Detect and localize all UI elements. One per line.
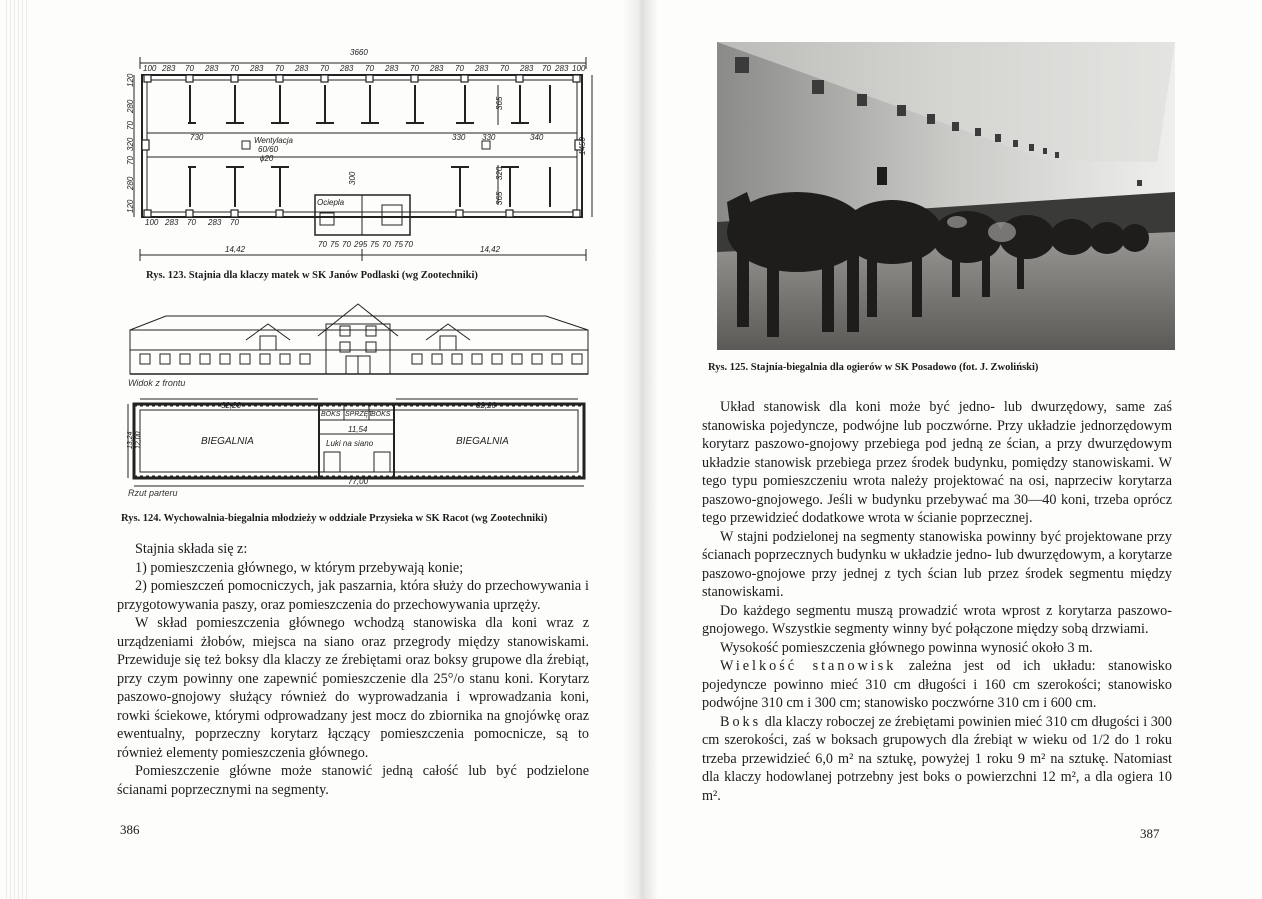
fig123-top-dim: 70 — [365, 64, 374, 73]
fig124-plan — [126, 394, 596, 490]
fig123-bottom-dim: 70 — [230, 218, 239, 227]
fig123-dim-730: 730 — [190, 133, 204, 142]
spaced-lead: Wielkość stanowisk — [720, 658, 897, 674]
fig123-top-dim: 283 — [250, 64, 264, 73]
fig124-plan-label: Rzut parteru — [128, 488, 178, 498]
fig124-hall-right: BIEGALNIA — [456, 436, 509, 447]
paragraph-box-size — [702, 713, 1172, 806]
fig123-heating-label: Ociepla — [317, 198, 345, 207]
fig123-center-dim: 75 — [330, 240, 339, 249]
fig124-dim-bottom: 77,00 — [348, 477, 369, 486]
fig125-photo — [717, 42, 1175, 350]
fig123-center-dim: 70 — [318, 240, 327, 249]
fig123-pipe-label: ϕ20 — [260, 154, 274, 163]
fig123-left-dim: 280 — [126, 99, 135, 113]
fig123-top-dim: 283 — [295, 64, 309, 73]
fig123-bottom-dim: 283 — [208, 218, 222, 227]
fig123-side-dim: 365 — [495, 191, 504, 205]
fig124-dim-side: 12,00 — [135, 431, 142, 449]
fig124-hay-label: Luki na siano — [326, 439, 374, 448]
fig123-left-dim: 120 — [126, 199, 135, 213]
fig124-front-label: Widok z frontu — [128, 378, 186, 388]
fig123-top-dim: 70 — [410, 64, 419, 73]
fig124-dim-center: 11,54 — [348, 425, 368, 434]
paragraph: Wysokość pomieszczenia głównego powinna wynosić około 3 m. — [720, 639, 1093, 656]
fig123-top-dim: 70 — [185, 64, 194, 73]
fig123-top-dim: 70 — [542, 64, 551, 73]
fig123-side-dim: 300 — [348, 171, 357, 185]
fig123-caption: Rys. 123. Stajnia dla klaczy matek w SK Janów Podlaski (wg Zootechniki) — [146, 270, 478, 281]
fig123-floor-plan — [126, 45, 600, 265]
fig123-dim-1450: 1450 — [578, 137, 587, 155]
fig123-center-dim: 75 — [370, 240, 379, 249]
paragraph-rest: dla klaczy roboczej ze źrebiętami powinien mieć 310 cm długości i 300 cm szerokości, zaś w boksach grupowych dla źrebiąt w wieku od 1/2 do 1 roku trzeba przewidzieć 6,0 m² na sztukę, powyżej 1 roku 9 m² na sztukę. Natomiast dla klaczy hodowlanej potrzebny jest boks o powierzchni 12 m², a dla ogiera 10 m². — [702, 713, 1172, 804]
fig124-elevation — [126, 300, 596, 385]
fig123-left-dim: 120 — [126, 73, 135, 87]
fig124-caption: Rys. 124. Wychowalnia-biegalnia młodzieży w oddziale Przysieka w SK Racot (wg Zootechniki) — [121, 513, 548, 524]
fig123-left-dim: 280 — [126, 176, 135, 190]
fig123-dim-330b: 330 — [482, 133, 496, 142]
fig123-left-dim: 70 — [126, 156, 135, 165]
fig124-equipment-label: SPRZĘT — [345, 411, 373, 418]
fig125-caption: Rys. 125. Stajnia-biegalnia dla ogierów w SK Posadowo (fot. J. Zwoliński) — [708, 362, 1039, 373]
fig123-top-dim: 283 — [520, 64, 534, 73]
fig123-center-dim: 70 — [382, 240, 391, 249]
fig123-top-dim: 283 — [340, 64, 354, 73]
paragraph: Stajnia składa się z: — [135, 541, 248, 557]
fig123-top-dim: 70 — [230, 64, 239, 73]
paragraph: Do każdego segmentu muszą prowadzić wrota wprost z korytarza paszowo-gnojowego. Wszystkie segmenty winny być połączone między sobą drzwiami. — [702, 602, 1172, 637]
spaced-lead: Boks — [720, 713, 762, 730]
fig123-side-dim: 320 — [495, 166, 504, 180]
fig123-bottom-dim: 70 — [187, 218, 196, 227]
paragraph: W skład pomieszczenia głównego wchodzą stanowiska dla koni wraz z urządzeniami żłobów, miejsca na siano oraz przegrody między stanowiskami. Przewiduje się też boksy dla klaczy ze źrebiętami oraz boksy grupowe dla źrebiąt, przy czym powinny one zapewnić pomieszczenie dla 25°/o stanu koni. Korytarz paszowo-gnojowy służący również do wyprowadzania i wprowadzania koni, rowki ściekowe, którymi odprowadzany jest mocz do zbiornika na gnojówkę oraz ewentualny, poprzeczny korytarz łączący pomieszczenia pomocnicze, są to również elementy pomieszczenia głównego. — [117, 615, 589, 761]
fig123-ventilation-size: 60/60 — [258, 145, 279, 154]
fig123-top-dim: 70 — [500, 64, 509, 73]
fig123-dim-340: 340 — [530, 133, 544, 142]
fig123-top-dim: 100 — [143, 64, 157, 73]
fig123-center-dim: 75 — [394, 240, 403, 249]
fig123-center-dim: 70 — [342, 240, 351, 249]
paragraph-stall-size — [702, 657, 1172, 713]
fig124-box-label: BOKS — [321, 411, 341, 418]
fig124-dim-side: 13,24 — [127, 431, 134, 449]
page-number-left: 386 — [120, 822, 140, 837]
paragraph: Pomieszczenie główne może stanowić jedną całość lub być podzielone ścianami poprzecznymi na segmenty. — [117, 763, 589, 798]
fig123-top-dim: 283 — [162, 64, 176, 73]
paragraph: 1) pomieszczenia głównego, w którym przebywają konie; — [135, 559, 464, 576]
fig123-bottom-dim: 100 — [145, 218, 159, 227]
fig123-side-dim: 365 — [495, 96, 504, 110]
fig123-top-dim: 283 — [555, 64, 569, 73]
fig123-top-dim: 70 — [455, 64, 464, 73]
fig123-bottom-left: 14,42 — [225, 245, 246, 254]
fig123-top-dim: 283 — [430, 64, 444, 73]
fig123-top-dim: 70 — [275, 64, 284, 73]
fig123-left-dim: 70 — [126, 121, 135, 130]
fig123-bottom-right: 14,42 — [480, 245, 501, 254]
right-body-text — [702, 398, 1172, 805]
fig123-top-dim: 100 — [572, 64, 586, 73]
fig123-top-dim: 283 — [205, 64, 219, 73]
paragraph: W stajni podzielonej na segmenty stanowiska powinny być projektowane przy ścianach poprzecznych budynku w układzie jedno- lub dwurzędowym, a korytarze paszowo-gnojowe przy jednej z tych ścian lub przez środek segmentu między stanowiskami. — [702, 528, 1172, 600]
fig123-top-dim: 70 — [320, 64, 329, 73]
left-body-text — [117, 540, 589, 799]
fig123-top-dim: 283 — [385, 64, 399, 73]
fig123-left-dim: 320 — [126, 137, 135, 151]
paragraph: 2) pomieszczeń pomocniczych, jak paszarnia, która służy do przechowywania i przygotowywania paszy, oraz pomieszczenia do przechowywania uprzęży. — [117, 578, 589, 613]
fig123-dim-330a: 330 — [452, 133, 466, 142]
right-page — [638, 0, 1262, 899]
fig123-center-dim: 295 — [354, 240, 368, 249]
fig124-dim-left: 32,20 — [221, 401, 242, 410]
fig123-center-dim: 70 — [404, 240, 413, 249]
fig123-bottom-dim: 283 — [165, 218, 179, 227]
fig123-total-dim: 3660 — [350, 48, 368, 57]
page-number-right: 387 — [1140, 826, 1160, 841]
fig123-ventilation-label: Wentylacja — [254, 136, 293, 145]
fig124-box-label: BOKS — [371, 411, 391, 418]
fig123-top-dim: 283 — [475, 64, 489, 73]
paragraph-rest: zależna jest od ich układu: stanowisko pojedyncze powinno mieć 310 cm długości i 160 cm szerokości; stanowisko podwójne 310 cm i 300 cm; stanowisko poczwórne 310 cm i 600 cm. — [702, 658, 1172, 711]
fig124-dim-right: 32,20 — [476, 401, 497, 410]
fig124-hall-left: BIEGALNIA — [201, 436, 254, 447]
paragraph: Układ stanowisk dla koni może być jedno- lub dwurzędowy, same zaś stanowiska pojedyncze, podwójne lub poczwórne. Przy układzie jednorzędowym korytarz paszowo-gnojowy przebiega pod jedną ze ścian, a przy dwurzędowym układzie stanowisk przebiega przez środek budynku, pomiędzy stanowiskami. W tego typu pomieszczeniu wrota należy projektować na osi, naprzeciw korytarza paszowo-gnojowego. Jeśli w budynku przebywać ma 30—40 koni, trzeba oprócz tego przewidzieć dodatkowe wrota w ścianie poprzecznej. — [702, 399, 1172, 526]
